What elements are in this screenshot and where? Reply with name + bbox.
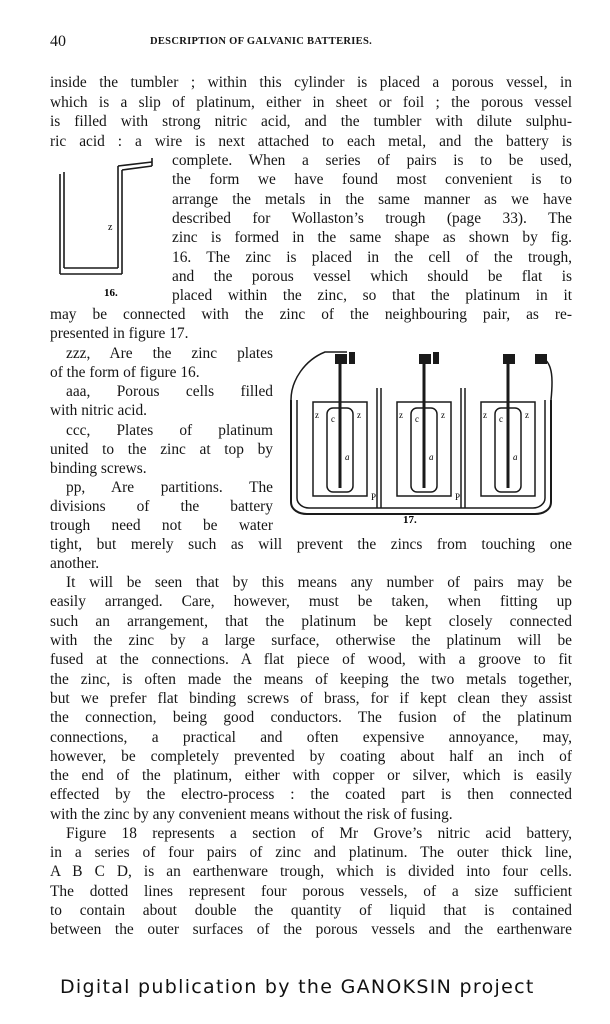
right-wire — [543, 358, 552, 400]
text-line: the form we have found most convenient is to — [172, 171, 572, 188]
text-line: It will be seen that by this means any number of pairs may be — [66, 574, 572, 591]
legend-line: trough need not be water — [50, 517, 273, 534]
legend-line: united to the zinc at top by — [50, 441, 273, 458]
text-line: the connection, being good conductors. The fusion of the platinum — [50, 709, 572, 726]
text-line: arrange the metals in the same manner as we have — [172, 191, 572, 208]
legend-line: of the form of figure 16. — [50, 364, 200, 381]
text-line: such an arrangement, that the platinum be kept closely connected — [50, 613, 572, 630]
text-line: effected by the electro-process : the coated part is then connected — [50, 786, 572, 803]
legend-line: zzz, Are the zinc plates — [66, 345, 273, 362]
binding-screw-4 — [535, 354, 547, 364]
text-line: with the zinc by any convenient means without the risk of fusing. — [50, 806, 453, 823]
label-c: c — [415, 414, 419, 424]
label-p: P — [455, 492, 461, 502]
legend-line: binding screws. — [50, 460, 147, 477]
text-line: A B C D, is an earthenware trough, which is divided into four cells. — [50, 863, 572, 880]
text-line: however, be completely prevented by coating about half an inch of — [50, 748, 572, 765]
text-line: placed within the zinc, so that the platinum in it — [172, 287, 572, 304]
plate-inner-flange — [118, 162, 152, 166]
text-line: inside the tumbler ; within this cylinder is placed a porous vessel, in — [50, 74, 572, 91]
text-line: The dotted lines represent four porous vessels, of a size sufficient — [50, 883, 572, 900]
text-line: the zinc, is often made the means of keeping the two metals together, — [50, 671, 572, 688]
label-z: z — [483, 410, 487, 420]
plate-top-flange — [122, 166, 152, 170]
figure-16-zinc-plate — [52, 158, 164, 302]
legend-line: aaa, Porous cells filled — [66, 383, 273, 400]
text-line: to contain about double the quantity of liquid that is contained — [50, 902, 572, 919]
label-c: c — [331, 414, 335, 424]
binding-screw-3 — [503, 354, 515, 364]
binding-screw-1-nut — [349, 352, 355, 364]
legend-line: divisions of the battery — [50, 498, 273, 515]
text-line: tight, but merely such as will prevent the zincs from touching one — [50, 536, 572, 553]
text-line: 16. The zinc is placed in the cell of the trough, — [172, 249, 572, 266]
label-z: z — [315, 410, 319, 420]
text-line: Figure 18 represents a section of Mr Grove’s nitric acid battery, — [66, 825, 572, 842]
text-line: ric acid : a wire is next attached to each metal, and the battery is — [50, 133, 572, 150]
figure-17-caption: 17. — [403, 514, 417, 526]
text-line: is filled with strong nitric acid, and the tumbler with dilute sulphu- — [50, 113, 572, 130]
label-p: P — [371, 492, 377, 502]
binding-screw-2-nut — [433, 352, 439, 364]
text-line: another. — [50, 555, 100, 572]
text-line: described for Wollaston’s trough (page 33). The — [172, 210, 572, 227]
text-line: the end of the platinum, either with copper or silver, which is easily — [50, 767, 572, 784]
label-a: a — [345, 452, 350, 462]
legend-line: with nitric acid. — [50, 402, 148, 419]
text-line: may be connected with the zinc of the neighbouring pair, as re- — [50, 306, 572, 323]
text-line: and the porous vessel which should be flat is — [172, 268, 572, 285]
text-line: in a series of four pairs of zinc and platinum. The outer thick line, — [50, 844, 572, 861]
text-line: which is a slip of platinum, either in sheet or foil ; the porous vessel — [50, 94, 572, 111]
page-number: 40 — [50, 33, 66, 50]
text-line: connections, a practical and often expensive annoyance, may, — [50, 729, 572, 746]
running-title: DESCRIPTION OF GALVANIC BATTERIES. — [150, 36, 373, 47]
label-z: z — [525, 410, 529, 420]
text-line: zinc is formed in the same shape as shown by fig. — [172, 229, 572, 246]
label-z: z — [357, 410, 361, 420]
figure-16-label-z: z — [108, 222, 113, 233]
label-c: c — [499, 414, 503, 424]
text-line: presented in figure 17. — [50, 325, 189, 342]
legend-line: pp, Are partitions. The — [66, 479, 273, 496]
label-a: a — [429, 452, 434, 462]
trough-outer — [291, 400, 551, 514]
text-line: fused at the connections. A flat piece of wood, with a groove to fit — [50, 651, 572, 668]
legend-line: ccc, Plates of platinum — [66, 422, 273, 439]
figure-17-battery-trough — [285, 340, 557, 530]
text-line: with the zinc by a large surface, otherwise the platinum will be — [50, 632, 572, 649]
binding-screw-1 — [335, 354, 347, 364]
label-z: z — [399, 410, 403, 420]
figure-16-caption: 16. — [104, 287, 118, 299]
text-line: complete. When a series of pairs is to be used, — [172, 152, 572, 169]
label-a: a — [513, 452, 518, 462]
binding-screw-2 — [419, 354, 431, 364]
page-header — [50, 33, 570, 53]
text-line: between the outer surfaces of the porous vessels and the earthenware — [50, 921, 572, 938]
label-z: z — [441, 410, 445, 420]
footer-credit: Digital publication by the GANOKSIN project — [60, 976, 535, 998]
text-line: but we prefer flat binding screws of brass, for if kept clean they assist — [50, 690, 572, 707]
text-line: easily arranged. Care, however, must be taken, when fitting up — [50, 593, 572, 610]
